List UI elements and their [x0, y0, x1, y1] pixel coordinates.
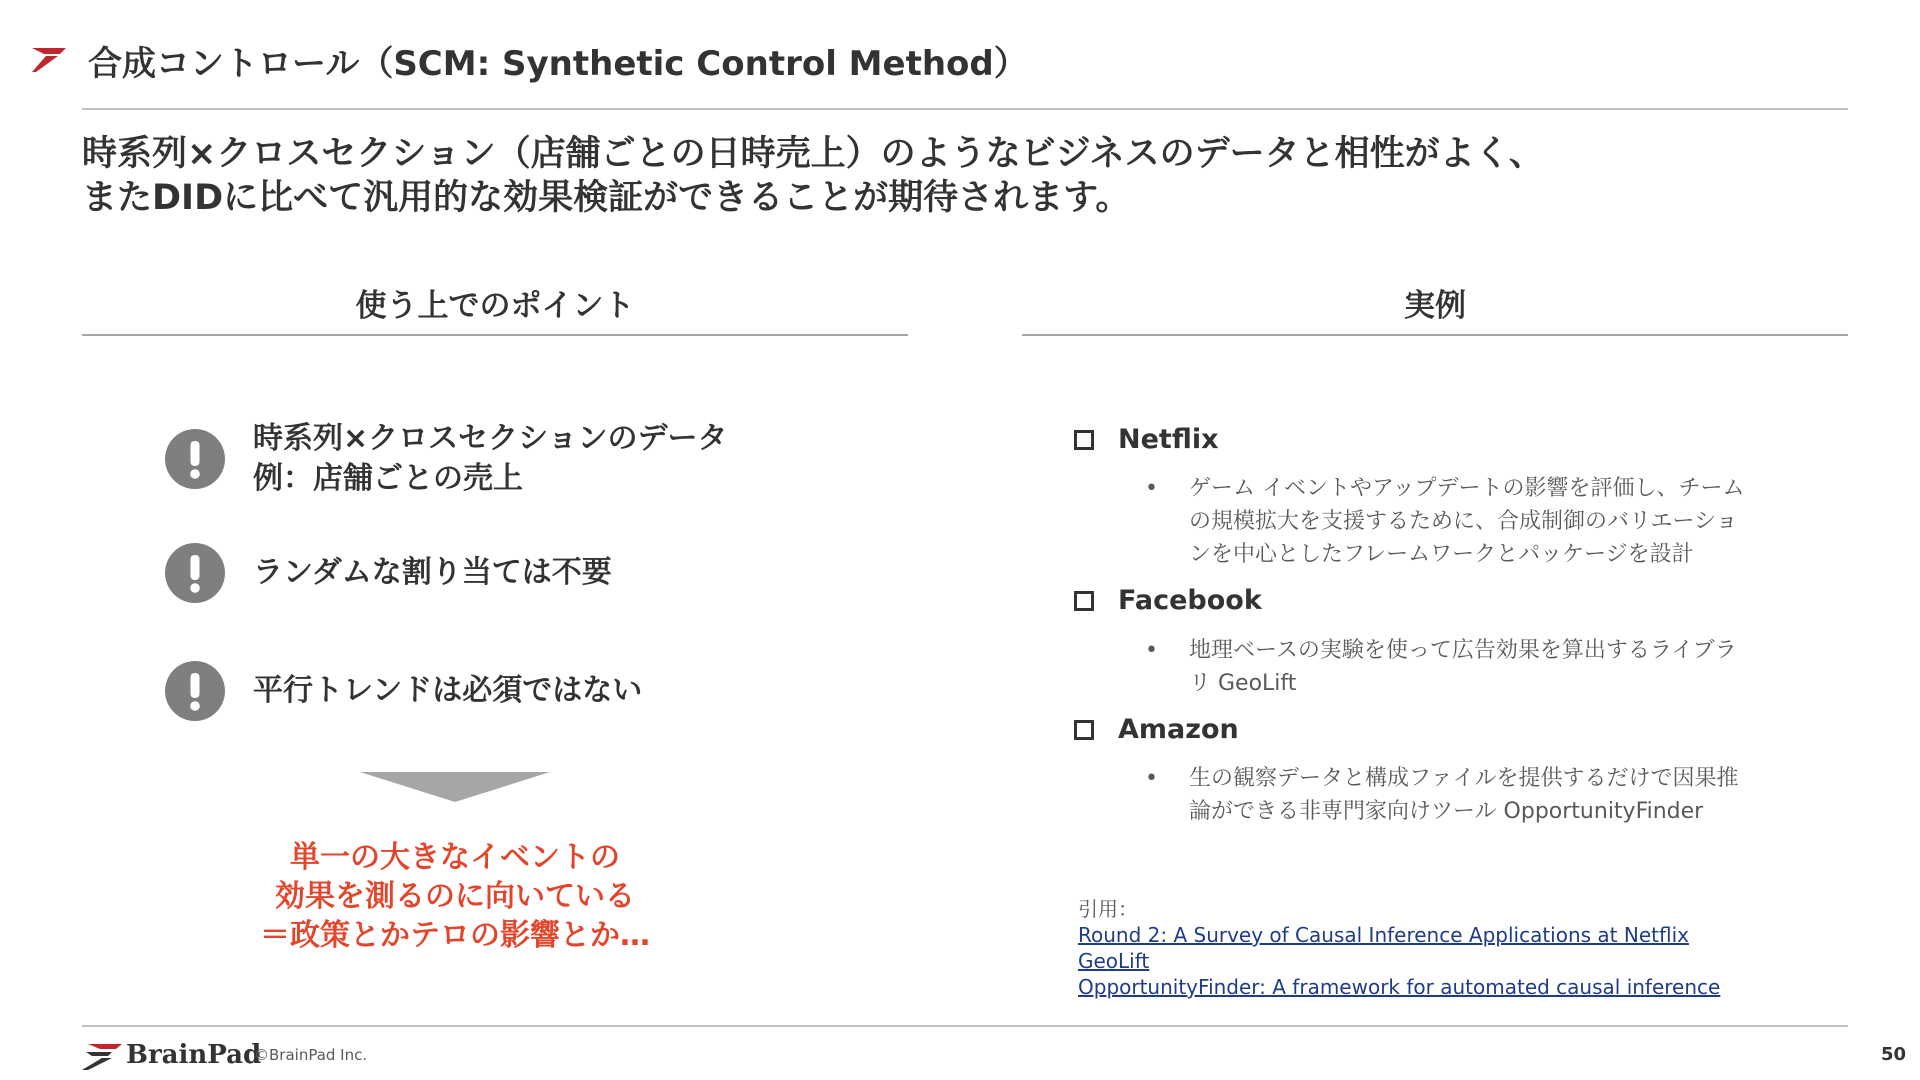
- example-description: [1145, 762, 1739, 828]
- description-line: ンを中心としたフレームワークとパッケージを設計: [1189, 542, 1694, 567]
- subtitle: [82, 132, 1544, 220]
- example-name: Facebook: [1118, 585, 1262, 616]
- checkbox-square-icon: [1074, 720, 1094, 740]
- point-text: [253, 419, 728, 499]
- example-name: Amazon: [1118, 714, 1239, 745]
- checkbox-square-icon: [1074, 591, 1094, 611]
- point-item: [165, 543, 612, 603]
- brand-name: BrainPad: [126, 1040, 262, 1070]
- exclamation-icon: [165, 661, 225, 721]
- description-line: リ GeoLift: [1189, 671, 1297, 696]
- conclusion-line: ＝政策とかテロの影響とか…: [260, 918, 650, 953]
- description-line: の規模拡大を支援するために、合成制御のバリエーショ: [1189, 509, 1738, 534]
- point-line: 平行トレンドは必須ではない: [253, 673, 643, 708]
- page-number: 50: [1880, 1044, 1906, 1065]
- subtitle-line: またDIDに比べて汎用的な効果検証ができることが期待されます。: [82, 178, 1131, 218]
- example-name: Netflix: [1118, 424, 1219, 455]
- example-facebook: [1074, 585, 1262, 616]
- description-line: 論ができる非専門家向けツール OpportunityFinder: [1189, 799, 1704, 824]
- example-description: [1145, 634, 1737, 700]
- left-column-divider: [82, 334, 908, 336]
- references-label: 引用：: [1078, 897, 1138, 921]
- brand-logo-icon: [30, 44, 68, 74]
- exclamation-icon: [165, 429, 225, 489]
- references: [1078, 896, 1720, 1000]
- point-line: 例：店舗ごとの売上: [253, 461, 523, 496]
- checkbox-square-icon: [1074, 430, 1094, 450]
- left-column-heading: 使う上でのポイント: [355, 288, 635, 324]
- copyright: ©BrainPad Inc.: [254, 1046, 368, 1064]
- reference-link-geolift[interactable]: GeoLift: [1078, 949, 1150, 973]
- point-item: [165, 419, 728, 499]
- description-line: ゲーム イベントやアップデートの影響を評価し、チーム: [1189, 476, 1745, 501]
- example-netflix: [1074, 424, 1219, 455]
- page-title: 合成コントロール（SCM: Synthetic Control Method）: [88, 44, 1028, 84]
- point-line: ランダムな割り当ては不要: [253, 555, 612, 590]
- reference-link-netflix[interactable]: Round 2: A Survey of Causal Inference Applications at Netflix: [1078, 923, 1689, 947]
- bullet-icon: •: [1145, 638, 1158, 663]
- point-text: [253, 671, 642, 711]
- example-amazon: [1074, 714, 1239, 745]
- reference-link-opportunityfinder[interactable]: OpportunityFinder: A framework for automated causal inference: [1078, 975, 1721, 999]
- exclamation-icon: [165, 543, 225, 603]
- conclusion-text: [180, 838, 730, 955]
- right-column-heading: 実例: [1404, 288, 1466, 324]
- title-divider: [82, 108, 1848, 110]
- point-item: [165, 661, 642, 721]
- bullet-icon: •: [1145, 476, 1158, 501]
- down-arrow-icon: [360, 772, 550, 802]
- conclusion-line: 効果を測るのに向いている: [275, 879, 635, 914]
- description-line: 生の観察データと構成ファイルを提供するだけで因果推: [1189, 766, 1739, 791]
- description-line: 地理ベースの実験を使って広告効果を算出するライブラ: [1189, 638, 1737, 663]
- right-column-divider: [1022, 334, 1848, 336]
- footer-logo: [82, 1040, 261, 1070]
- point-text: [253, 553, 612, 593]
- conclusion-line: 単一の大きなイベントの: [290, 840, 620, 875]
- brand-logo-icon: [82, 1042, 122, 1070]
- footer-divider: [82, 1025, 1848, 1027]
- bullet-icon: •: [1145, 766, 1158, 791]
- subtitle-line: 時系列×クロスセクション（店舗ごとの日時売上）のようなビジネスのデータと相性がよく、: [82, 134, 1544, 174]
- example-description: [1145, 472, 1744, 571]
- point-line: 時系列×クロスセクションのデータ: [253, 421, 728, 456]
